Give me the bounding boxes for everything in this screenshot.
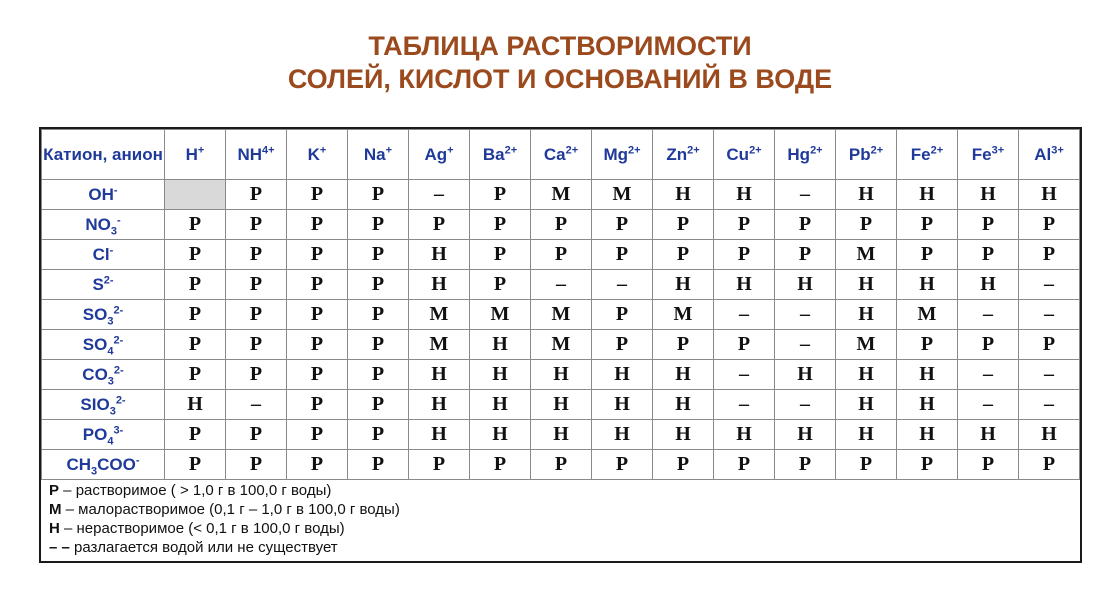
- table-row: [42, 300, 1080, 330]
- anion-subscript: 3: [107, 314, 114, 327]
- anion-symbol: NO: [85, 214, 111, 234]
- solubility-cell: Н: [958, 180, 1019, 210]
- solubility-cell: –: [226, 390, 287, 420]
- anion-symbol: CH: [66, 454, 92, 474]
- anion-symbol: OH: [88, 184, 114, 204]
- anion-symbol: CO: [82, 364, 108, 384]
- solubility-cell: Н: [592, 390, 653, 420]
- solubility-cell: Р: [897, 330, 958, 360]
- solubility-cell: Р: [531, 210, 592, 240]
- cation-symbol: Na: [363, 144, 386, 164]
- solubility-cell: Р: [165, 450, 226, 480]
- solubility-cell: Р: [348, 240, 409, 270]
- cation-charge: 2+: [504, 143, 518, 156]
- solubility-cell: М: [836, 330, 897, 360]
- solubility-cell: Р: [287, 240, 348, 270]
- solubility-cell: Р: [470, 450, 531, 480]
- solubility-cell: Р: [775, 210, 836, 240]
- solubility-cell: Н: [775, 420, 836, 450]
- solubility-cell: Р: [348, 300, 409, 330]
- anion-symbol: SO: [82, 304, 108, 324]
- legend-item: [49, 519, 400, 538]
- solubility-cell: Н: [409, 390, 470, 420]
- legend-text: – малорастворимое (0,1 г – 1,0 г в 100,0 г воды): [61, 501, 400, 518]
- cation-symbol: Fe: [971, 144, 992, 164]
- solubility-cell: Н: [836, 180, 897, 210]
- cation-symbol: Zn: [666, 144, 688, 164]
- solubility-cell: Р: [714, 330, 775, 360]
- legend-key: Р: [49, 482, 60, 499]
- solubility-cell: –: [1019, 360, 1080, 390]
- cation-symbol: Ba: [482, 144, 505, 164]
- solubility-cell: Н: [653, 390, 714, 420]
- anion-label: [42, 210, 165, 240]
- anion-label: [42, 360, 165, 390]
- cation-header: [1019, 130, 1080, 180]
- legend-text: – нерастворимое (< 0,1 г в 100,0 г воды): [59, 520, 345, 537]
- anion-label: [42, 390, 165, 420]
- solubility-cell: М: [836, 240, 897, 270]
- solubility-cell: Р: [592, 300, 653, 330]
- header-row: [42, 130, 1080, 180]
- cation-header: [226, 130, 287, 180]
- solubility-cell: –: [1019, 300, 1080, 330]
- solubility-cell: Н: [409, 240, 470, 270]
- solubility-cell: Р: [653, 330, 714, 360]
- solubility-cell: Р: [470, 270, 531, 300]
- cation-charge: 3+: [1051, 143, 1064, 156]
- cation-symbol: Ag: [424, 144, 448, 164]
- cation-header: [165, 130, 226, 180]
- solubility-cell: Р: [653, 210, 714, 240]
- solubility-cell: Н: [1019, 180, 1080, 210]
- cation-charge: +: [319, 143, 327, 156]
- solubility-cell: Р: [775, 450, 836, 480]
- solubility-cell: Н: [775, 270, 836, 300]
- solubility-cell: Р: [287, 390, 348, 420]
- solubility-cell: –: [775, 300, 836, 330]
- table-row: [42, 240, 1080, 270]
- legend-key: – –: [49, 539, 70, 556]
- anion-charge: 2-: [113, 363, 124, 376]
- solubility-cell: Р: [287, 300, 348, 330]
- solubility-cell: Р: [958, 450, 1019, 480]
- solubility-cell: Р: [226, 210, 287, 240]
- corner-header: Катион, анион: [42, 130, 165, 180]
- solubility-cell: Н: [409, 270, 470, 300]
- solubility-table: [41, 129, 1080, 480]
- solubility-cell: Н: [897, 420, 958, 450]
- solubility-cell: Н: [897, 360, 958, 390]
- solubility-cell: Р: [653, 240, 714, 270]
- solubility-cell: Р: [287, 210, 348, 240]
- solubility-cell: Н: [653, 420, 714, 450]
- legend: [49, 481, 400, 557]
- solubility-cell: М: [531, 330, 592, 360]
- anion-subscript: 3: [107, 374, 114, 387]
- solubility-cell: –: [1019, 270, 1080, 300]
- solubility-cell: М: [470, 300, 531, 330]
- solubility-cell: –: [1019, 390, 1080, 420]
- solubility-cell: Н: [409, 360, 470, 390]
- anion-label: [42, 240, 165, 270]
- solubility-cell: Р: [897, 450, 958, 480]
- solubility-cell: –: [531, 270, 592, 300]
- solubility-cell: Р: [226, 240, 287, 270]
- cation-charge: 2+: [565, 143, 579, 156]
- cation-header: [470, 130, 531, 180]
- solubility-cell: Н: [897, 180, 958, 210]
- cation-charge: +: [197, 143, 205, 156]
- table-row: [42, 180, 1080, 210]
- solubility-cell: Н: [775, 360, 836, 390]
- cation-charge: 2+: [870, 143, 884, 156]
- solubility-cell: Р: [348, 180, 409, 210]
- cation-header: [653, 130, 714, 180]
- solubility-cell: –: [409, 180, 470, 210]
- solubility-cell: Р: [165, 300, 226, 330]
- solubility-cell: Р: [165, 360, 226, 390]
- solubility-cell: Н: [470, 420, 531, 450]
- table-row: [42, 390, 1080, 420]
- solubility-cell: Р: [836, 450, 897, 480]
- table-row: [42, 420, 1080, 450]
- solubility-cell: Р: [165, 210, 226, 240]
- solubility-cell: Н: [470, 330, 531, 360]
- cation-symbol: Hg: [787, 144, 811, 164]
- solubility-cell: Р: [1019, 450, 1080, 480]
- solubility-cell: Р: [165, 270, 226, 300]
- cation-symbol: K: [307, 144, 320, 164]
- solubility-cell: Р: [409, 450, 470, 480]
- anion-subscript: 3: [91, 464, 98, 477]
- solubility-cell: Р: [226, 270, 287, 300]
- solubility-cell: М: [409, 300, 470, 330]
- legend-text: – растворимое ( > 1,0 г в 100,0 г воды): [59, 482, 332, 499]
- solubility-cell: Р: [958, 240, 1019, 270]
- anion-label: [42, 300, 165, 330]
- anion-symbol: SIO: [80, 394, 110, 414]
- solubility-cell: Р: [348, 450, 409, 480]
- solubility-cell: Р: [714, 240, 775, 270]
- legend-item: [49, 481, 400, 500]
- solubility-cell: Н: [836, 420, 897, 450]
- cation-symbol: NH: [237, 144, 262, 164]
- cation-header: [836, 130, 897, 180]
- cation-symbol: Fe: [910, 144, 931, 164]
- solubility-cell: Н: [531, 420, 592, 450]
- cation-charge: 2+: [628, 143, 641, 156]
- solubility-table-frame: [39, 127, 1082, 563]
- solubility-cell: –: [775, 330, 836, 360]
- solubility-cell: Р: [470, 180, 531, 210]
- solubility-cell: Р: [592, 330, 653, 360]
- solubility-cell: Н: [958, 420, 1019, 450]
- cation-header: [348, 130, 409, 180]
- solubility-cell: –: [775, 390, 836, 420]
- solubility-cell: Р: [1019, 240, 1080, 270]
- anion-label: [42, 420, 165, 450]
- solubility-cell: М: [531, 300, 592, 330]
- solubility-cell: Р: [836, 210, 897, 240]
- cation-header: [775, 130, 836, 180]
- solubility-cell: Н: [592, 420, 653, 450]
- anion-symbol: Cl: [92, 244, 110, 264]
- solubility-cell: Н: [958, 270, 1019, 300]
- solubility-cell: Р: [775, 240, 836, 270]
- solubility-cell: Р: [348, 210, 409, 240]
- legend-item: [49, 500, 400, 519]
- solubility-cell: М: [409, 330, 470, 360]
- solubility-cell: Р: [592, 210, 653, 240]
- solubility-cell: –: [714, 360, 775, 390]
- anion-charge: 2-: [103, 273, 114, 286]
- solubility-cell: Р: [287, 450, 348, 480]
- cation-charge: 2+: [749, 143, 762, 156]
- solubility-cell: Р: [348, 330, 409, 360]
- anion-subscript: 4: [107, 344, 114, 357]
- solubility-cell: Р: [287, 180, 348, 210]
- anion-symbol: S: [92, 274, 104, 294]
- anion-symbol: SO: [82, 334, 108, 354]
- solubility-cell: Н: [714, 270, 775, 300]
- solubility-cell: Р: [165, 240, 226, 270]
- solubility-cell: Н: [1019, 420, 1080, 450]
- cation-symbol: Pb: [848, 144, 871, 164]
- solubility-cell: Р: [287, 270, 348, 300]
- solubility-cell: Р: [348, 420, 409, 450]
- solubility-cell: Н: [653, 360, 714, 390]
- cation-charge: 2+: [930, 143, 944, 156]
- solubility-cell: Н: [653, 180, 714, 210]
- cation-charge: +: [385, 143, 393, 156]
- solubility-cell: –: [592, 270, 653, 300]
- anion-subscript: 3: [110, 224, 117, 237]
- cation-charge: 4+: [262, 143, 275, 156]
- cation-header: [592, 130, 653, 180]
- solubility-cell: Р: [348, 270, 409, 300]
- solubility-cell: Р: [714, 450, 775, 480]
- solubility-cell: –: [775, 180, 836, 210]
- cation-charge: +: [447, 143, 454, 156]
- cation-header: [897, 130, 958, 180]
- legend-item: [49, 538, 400, 557]
- solubility-cell: Р: [714, 210, 775, 240]
- anion-label: [42, 450, 165, 480]
- table-row: [42, 270, 1080, 300]
- solubility-cell: Р: [897, 240, 958, 270]
- page-title: ТАБЛИЦА РАСТВОРИМОСТИ: [368, 31, 752, 61]
- anion-charge: -: [135, 453, 140, 466]
- solubility-cell: Н: [165, 390, 226, 420]
- table-row: [42, 330, 1080, 360]
- legend-text: разлагается водой или не существует: [69, 539, 338, 556]
- cation-header: [287, 130, 348, 180]
- cation-symbol: Al: [1034, 144, 1052, 164]
- solubility-cell: Р: [470, 240, 531, 270]
- cation-header: [714, 130, 775, 180]
- anion-subscript: 3: [109, 404, 116, 417]
- solubility-cell: Н: [653, 270, 714, 300]
- solubility-cell: Н: [470, 360, 531, 390]
- anion-charge: 3-: [113, 423, 124, 436]
- solubility-cell: М: [592, 180, 653, 210]
- solubility-cell: Р: [287, 420, 348, 450]
- solubility-cell: Р: [165, 330, 226, 360]
- solubility-cell: [165, 180, 226, 210]
- solubility-cell: Р: [409, 210, 470, 240]
- solubility-cell: Н: [531, 390, 592, 420]
- solubility-cell: Н: [836, 390, 897, 420]
- solubility-cell: Р: [470, 210, 531, 240]
- solubility-cell: Р: [287, 330, 348, 360]
- solubility-cell: Р: [1019, 330, 1080, 360]
- legend-key: М: [49, 501, 62, 518]
- cation-symbol: H: [185, 144, 198, 164]
- solubility-cell: Н: [836, 270, 897, 300]
- solubility-cell: –: [958, 300, 1019, 330]
- solubility-cell: Р: [226, 300, 287, 330]
- solubility-cell: Н: [409, 420, 470, 450]
- anion-subscript: 4: [107, 434, 114, 447]
- cation-header: [958, 130, 1019, 180]
- solubility-cell: Р: [592, 240, 653, 270]
- solubility-cell: Р: [1019, 210, 1080, 240]
- solubility-cell: Н: [531, 360, 592, 390]
- solubility-cell: Р: [226, 330, 287, 360]
- solubility-cell: Р: [226, 450, 287, 480]
- solubility-cell: М: [531, 180, 592, 210]
- solubility-cell: Н: [592, 360, 653, 390]
- solubility-cell: –: [714, 300, 775, 330]
- solubility-cell: Н: [897, 270, 958, 300]
- solubility-cell: –: [958, 360, 1019, 390]
- table-row: [42, 210, 1080, 240]
- anion-label: [42, 270, 165, 300]
- solubility-cell: Р: [531, 450, 592, 480]
- cation-header: [531, 130, 592, 180]
- solubility-cell: Р: [348, 390, 409, 420]
- solubility-cell: Р: [531, 240, 592, 270]
- solubility-cell: Р: [226, 420, 287, 450]
- solubility-cell: Р: [165, 420, 226, 450]
- cation-charge: 2+: [810, 143, 823, 156]
- solubility-cell: Н: [836, 360, 897, 390]
- solubility-cell: Р: [226, 180, 287, 210]
- solubility-cell: Н: [714, 420, 775, 450]
- solubility-cell: Р: [897, 210, 958, 240]
- solubility-cell: –: [958, 390, 1019, 420]
- cation-charge: 3+: [991, 143, 1005, 156]
- cation-header: [409, 130, 470, 180]
- cation-symbol: Cu: [726, 144, 750, 164]
- solubility-cell: Н: [897, 390, 958, 420]
- anion-charge: -: [113, 183, 118, 196]
- solubility-cell: Р: [287, 360, 348, 390]
- solubility-cell: М: [653, 300, 714, 330]
- table-row: [42, 450, 1080, 480]
- solubility-cell: Р: [958, 330, 1019, 360]
- anion-label: [42, 180, 165, 210]
- anion-charge: 2-: [115, 393, 126, 406]
- anion-label: [42, 330, 165, 360]
- anion-charge: -: [116, 213, 121, 226]
- solubility-cell: Р: [653, 450, 714, 480]
- solubility-cell: Р: [348, 360, 409, 390]
- cation-symbol: Ca: [543, 144, 566, 164]
- cation-charge: 2+: [687, 143, 700, 156]
- solubility-cell: Р: [958, 210, 1019, 240]
- solubility-cell: Н: [714, 180, 775, 210]
- anion-charge: 2-: [113, 303, 124, 316]
- anion-charge: 2-: [113, 333, 124, 346]
- table-row: [42, 360, 1080, 390]
- solubility-cell: Н: [836, 300, 897, 330]
- solubility-cell: М: [897, 300, 958, 330]
- anion-charge: -: [109, 243, 114, 256]
- legend-key: Н: [49, 520, 60, 537]
- solubility-cell: Р: [226, 360, 287, 390]
- cation-symbol: Mg: [603, 144, 628, 164]
- anion-symbol: PO: [82, 424, 108, 444]
- solubility-cell: Р: [592, 450, 653, 480]
- solubility-cell: –: [714, 390, 775, 420]
- page-subtitle: СОЛЕЙ, КИСЛОТ И ОСНОВАНИЙ В ВОДЕ: [287, 64, 833, 94]
- solubility-cell: Н: [470, 390, 531, 420]
- anion-symbol-cont: COO: [97, 454, 136, 474]
